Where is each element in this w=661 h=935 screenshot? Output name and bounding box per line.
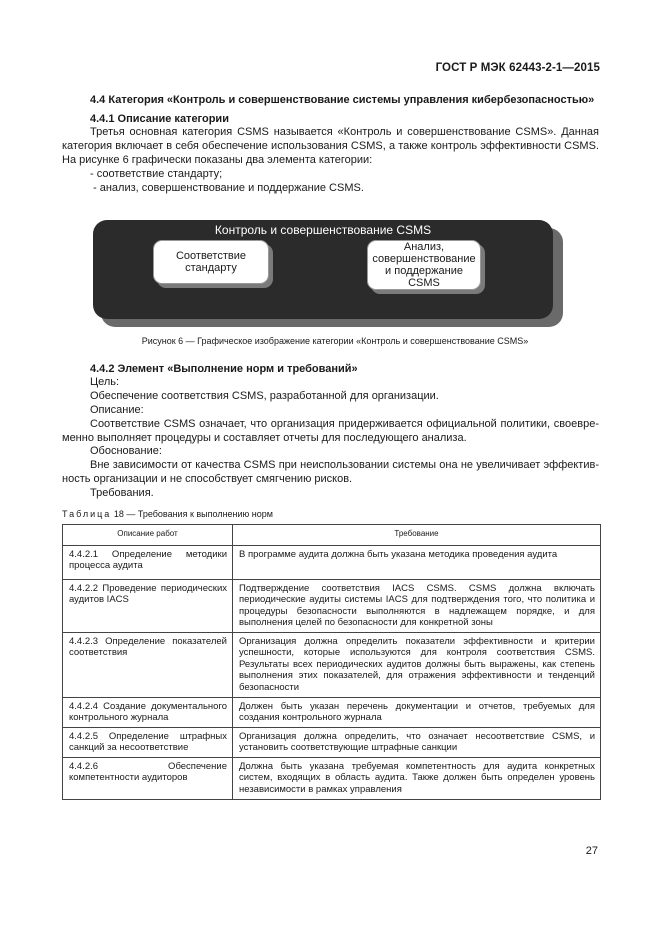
- figure-box1-line: Соответствие: [175, 250, 246, 262]
- cell-requirement: Должна быть указана требуемая компетентность для аудита конкретных систем, входящих в область аудита. Также должен быть определен уровень независимости в рамках управления: [233, 757, 601, 799]
- figure-box-compliance: [153, 240, 269, 284]
- requirements-label: Требования.: [90, 487, 154, 499]
- figure-box1-line: стандарту: [185, 262, 237, 274]
- section-4-4-1-para-line-1: Третья основная категория CSMS называется «Контроль и совершенствование CSMS». Данная: [90, 126, 599, 138]
- cell-work: 4.4.2.4 Создание документального контрольного журнала: [63, 697, 233, 727]
- section-4-4-heading: 4.4 Категория «Контроль и совершенствование системы управления кибербезопасностью»: [90, 94, 595, 106]
- page-number: 27: [585, 845, 598, 857]
- cell-requirement: Подтверждение соответствия IACS CSMS. CSMS должна включать периодические аудиты системы IACS для подтверждения того, что политика и процедуры безопасности выполняются в надлежащем порядке, и для выполнения целей по безопасности для конкретной зоны: [233, 579, 601, 632]
- description-line-1: Соответствие CSMS означает, что организация придерживается официальной политики, своевре-: [90, 418, 599, 430]
- figure-box-review: [367, 240, 481, 290]
- figure-box2-line: CSMS: [408, 277, 440, 289]
- table-caption: [62, 509, 273, 519]
- section-4-4-1-heading: 4.4.1 Описание категории: [90, 113, 229, 125]
- rationale-line-2: ность организации и не способствует смягчению рисков.: [62, 473, 353, 485]
- rationale-label: Обоснование:: [90, 445, 162, 457]
- standard-id: ГОСТ Р МЭК 62443-2-1—2015: [435, 62, 600, 74]
- cell-requirement: Организация должна определить, что означает несоответствие CSMS, и установить соответствующие штрафные санкции: [233, 727, 601, 757]
- header-work-description: Описание работ: [63, 525, 233, 546]
- description-label: Описание:: [90, 404, 144, 416]
- description-line-2: менно выполняет процедуры и составляет отчеты для последующего анализа.: [62, 432, 467, 444]
- table-row: [63, 579, 601, 632]
- section-4-4-2-heading: 4.4.2 Элемент «Выполнение норм и требований»: [90, 363, 358, 375]
- table-caption-word: Таблица: [62, 509, 112, 519]
- cell-work: 4.4.2.3 Определение показателей соответствия: [63, 632, 233, 697]
- section-4-4-1-para-line-3: На рисунке 6 графически показаны два элемента категории:: [62, 154, 373, 166]
- section-4-4-1-para-line-2: категория включает в себя обеспечение использования CSMS, а также контроль эффективности CSMS.: [62, 140, 599, 152]
- table-row: [63, 727, 601, 757]
- cell-work: 4.4.2.1 Определение методики процесса аудита: [63, 545, 233, 579]
- table-caption-rest: 18 — Требования к выполнению норм: [113, 509, 273, 519]
- table-row: [63, 697, 601, 727]
- figure-box2-line: Анализ,: [403, 241, 445, 253]
- table-row: [63, 545, 601, 579]
- table-row: [63, 757, 601, 799]
- bullet-item: - соответствие стандарту;: [90, 168, 223, 180]
- table-header-row: [63, 525, 601, 546]
- figure-caption: Рисунок 6 — Графическое изображение категории «Контроль и совершенствование CSMS»: [141, 336, 529, 346]
- cell-work: 4.4.2.5 Определение штрафных санкций за несоответствие: [63, 727, 233, 757]
- figure-box2-line: совершенствование: [372, 253, 476, 265]
- table-row: [63, 632, 601, 697]
- cell-requirement: Должен быть указан перечень документации и отчетов, требуемых для создания контрольного журнала: [233, 697, 601, 727]
- cell-work: 4.4.2.6 Обеспечение компетентности аудиторов: [63, 757, 233, 799]
- figure-title: Контроль и совершенствование CSMS: [214, 223, 432, 237]
- goal-label: Цель:: [90, 376, 120, 388]
- rationale-line-1: Вне зависимости от качества CSMS при неиспользовании системы она не увеличивает эффектив-: [90, 459, 599, 471]
- header-requirement: Требование: [233, 525, 601, 546]
- bullet-item: - анализ, совершенствование и поддержание CSMS.: [93, 182, 364, 194]
- goal-text: Обеспечение соответствия CSMS, разработанной для организации.: [90, 390, 439, 402]
- cell-work: 4.4.2.2 Проведение периодических аудитов IACS: [63, 579, 233, 632]
- cell-requirement: В программе аудита должна быть указана методика проведения аудита: [233, 545, 601, 579]
- cell-requirement: Организация должна определить показатели эффективности и критерии успешности, которые используются для контроля соответствия CSMS. Результаты всех периодических аудитов должны быть выражены, как степень выполнения этих показателей, для отражения эффективности и тенденций безопасности: [233, 632, 601, 697]
- figure-box2-line: и поддержание: [385, 265, 463, 277]
- requirements-table: [62, 524, 601, 800]
